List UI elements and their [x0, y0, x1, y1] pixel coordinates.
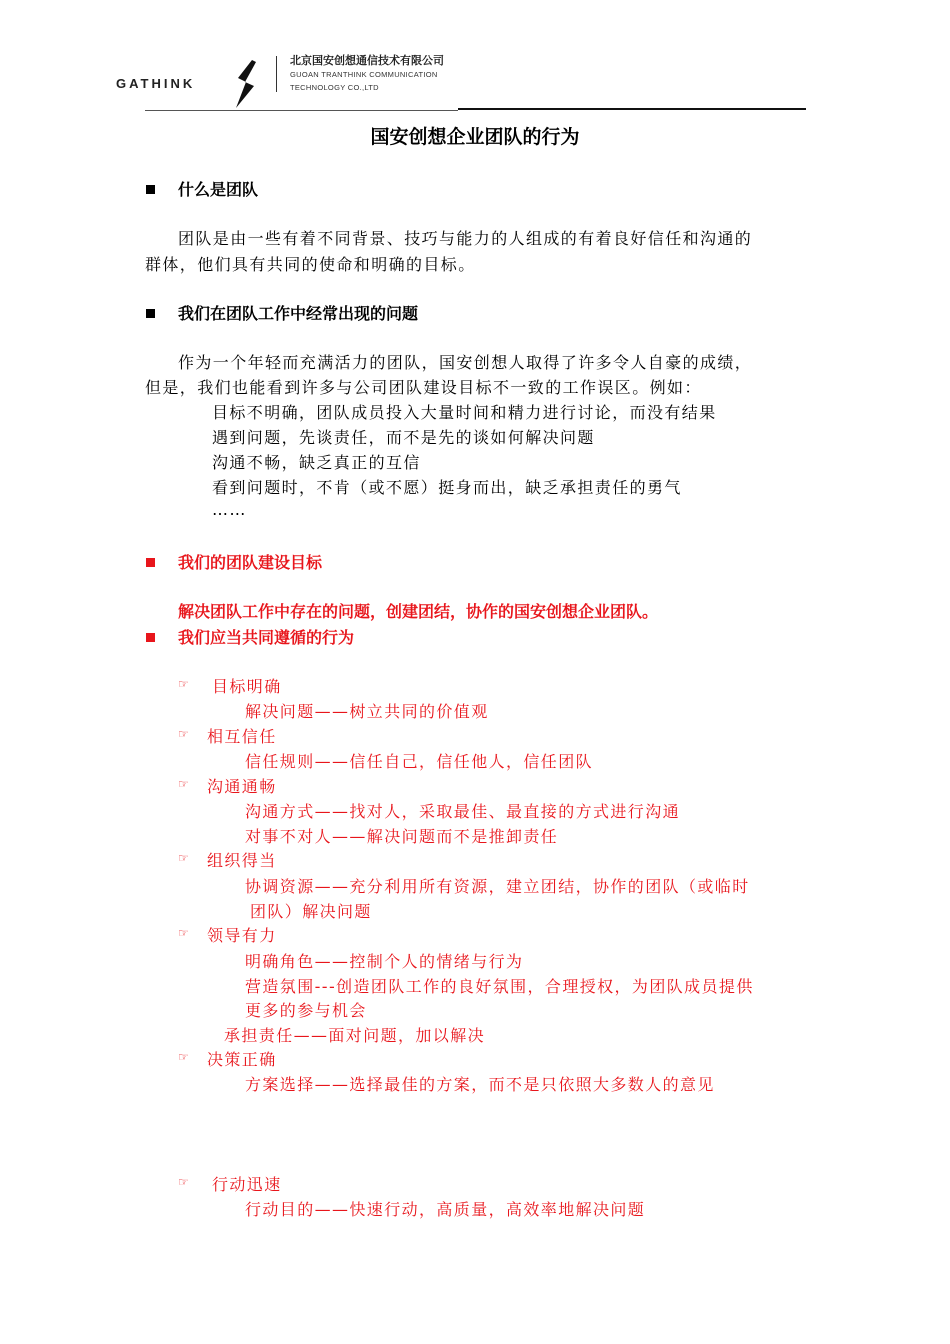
company-logo-text: GATHINK — [116, 76, 196, 91]
pointing-hand-icon: ☞ — [178, 677, 189, 691]
behavior-item-continued: 更多的参与机会 — [245, 1001, 367, 1020]
paragraph-line: 群体，他们具有共同的使命和明确的目标。 — [145, 255, 476, 274]
paragraph-line: 团队是由一些有着不同背景、技巧与能力的人组成的有着良好信任和沟通的 — [178, 229, 753, 248]
behavior-item: 解决问题——树立共同的价值观 — [245, 702, 489, 721]
document-title: 国安创想企业团队的行为 — [370, 126, 580, 148]
behavior-item: 行动目的——快速行动，高质量，高效率地解决问题 — [245, 1200, 646, 1219]
behavior-item: 承担责任——面对问题，加以解决 — [224, 1026, 486, 1045]
paragraph-line: 但是，我们也能看到许多与公司团队建设目标不一致的工作误区。例如： — [145, 378, 702, 397]
list-item: 沟通不畅，缺乏真正的互信 — [212, 453, 421, 472]
pointing-hand-icon: ☞ — [178, 727, 189, 741]
company-name-en-line2: TECHNOLOGY CO.,LTD — [290, 83, 379, 92]
list-item: …… — [212, 500, 247, 519]
pointing-hand-icon: ☞ — [178, 1175, 189, 1189]
header-divider — [276, 56, 277, 92]
behavior-label: 决策正确 — [207, 1050, 277, 1069]
company-logo-mark-icon — [232, 58, 258, 110]
section-heading-team-goal — [146, 550, 322, 573]
behavior-label: 目标明确 — [212, 677, 282, 696]
behavior-item: 方案选择——选择最佳的方案，而不是只依照大多数人的意见 — [245, 1075, 715, 1094]
behavior-label: 行动迅速 — [212, 1175, 282, 1194]
section-heading-text: 我们在团队工作中经常出现的问题 — [178, 304, 419, 323]
behavior-item: 营造氛围---创造团队工作的良好氛围，合理授权，为团队成员提供 — [245, 977, 754, 996]
behavior-item: 明确角色——控制个人的情绪与行为 — [245, 952, 524, 971]
company-name-en-line1: GUOAN TRANTHINK COMMUNICATION — [290, 70, 438, 79]
section-heading-behaviors — [146, 625, 354, 648]
behavior-item-continued: 团队）解决问题 — [250, 902, 372, 921]
square-bullet-icon — [146, 185, 155, 194]
pointing-hand-icon: ☞ — [178, 777, 189, 791]
behavior-label: 领导有力 — [207, 926, 277, 945]
section-heading-text: 我们的团队建设目标 — [178, 553, 323, 572]
paragraph-line: 作为一个年轻而充满活力的团队，国安创想人取得了许多令人自豪的成绩， — [178, 353, 753, 372]
section-heading-what-is-team — [146, 177, 258, 200]
company-name-cn: 北京国安创想通信技术有限公司 — [290, 54, 444, 67]
list-item: 看到问题时，不肯（或不愿）挺身而出，缺乏承担责任的勇气 — [212, 478, 682, 497]
list-item: 目标不明确，团队成员投入大量时间和精力进行讨论，而没有结果 — [212, 403, 717, 422]
behavior-item: 对事不对人——解决问题而不是推卸责任 — [245, 827, 559, 846]
square-bullet-icon — [146, 558, 155, 567]
header-rule-thick — [458, 108, 806, 110]
pointing-hand-icon: ☞ — [178, 851, 189, 865]
behavior-label: 沟通通畅 — [207, 777, 277, 796]
square-bullet-icon — [146, 633, 155, 642]
behavior-item: 信任规则——信任自己，信任他人，信任团队 — [245, 752, 594, 771]
section-heading-problems — [146, 301, 418, 324]
square-bullet-icon — [146, 309, 155, 318]
behavior-item: 沟通方式——找对人，采取最佳、最直接的方式进行沟通 — [245, 802, 681, 821]
behavior-label: 组织得当 — [207, 851, 277, 870]
behavior-item: 协调资源——充分利用所有资源，建立团结，协作的团队（或临时 — [245, 877, 750, 896]
behavior-label: 相互信任 — [207, 727, 277, 746]
section-heading-text: 我们应当共同遵循的行为 — [178, 628, 355, 647]
pointing-hand-icon: ☞ — [178, 926, 189, 940]
list-item: 遇到问题，先谈责任，而不是先的谈如何解决问题 — [212, 428, 595, 447]
pointing-hand-icon: ☞ — [178, 1050, 189, 1064]
team-goal-statement: 解决团队工作中存在的问题，创建团结，协作的国安创想企业团队。 — [178, 602, 659, 621]
section-heading-text: 什么是团队 — [178, 180, 259, 199]
header-rule-thin — [145, 110, 458, 111]
